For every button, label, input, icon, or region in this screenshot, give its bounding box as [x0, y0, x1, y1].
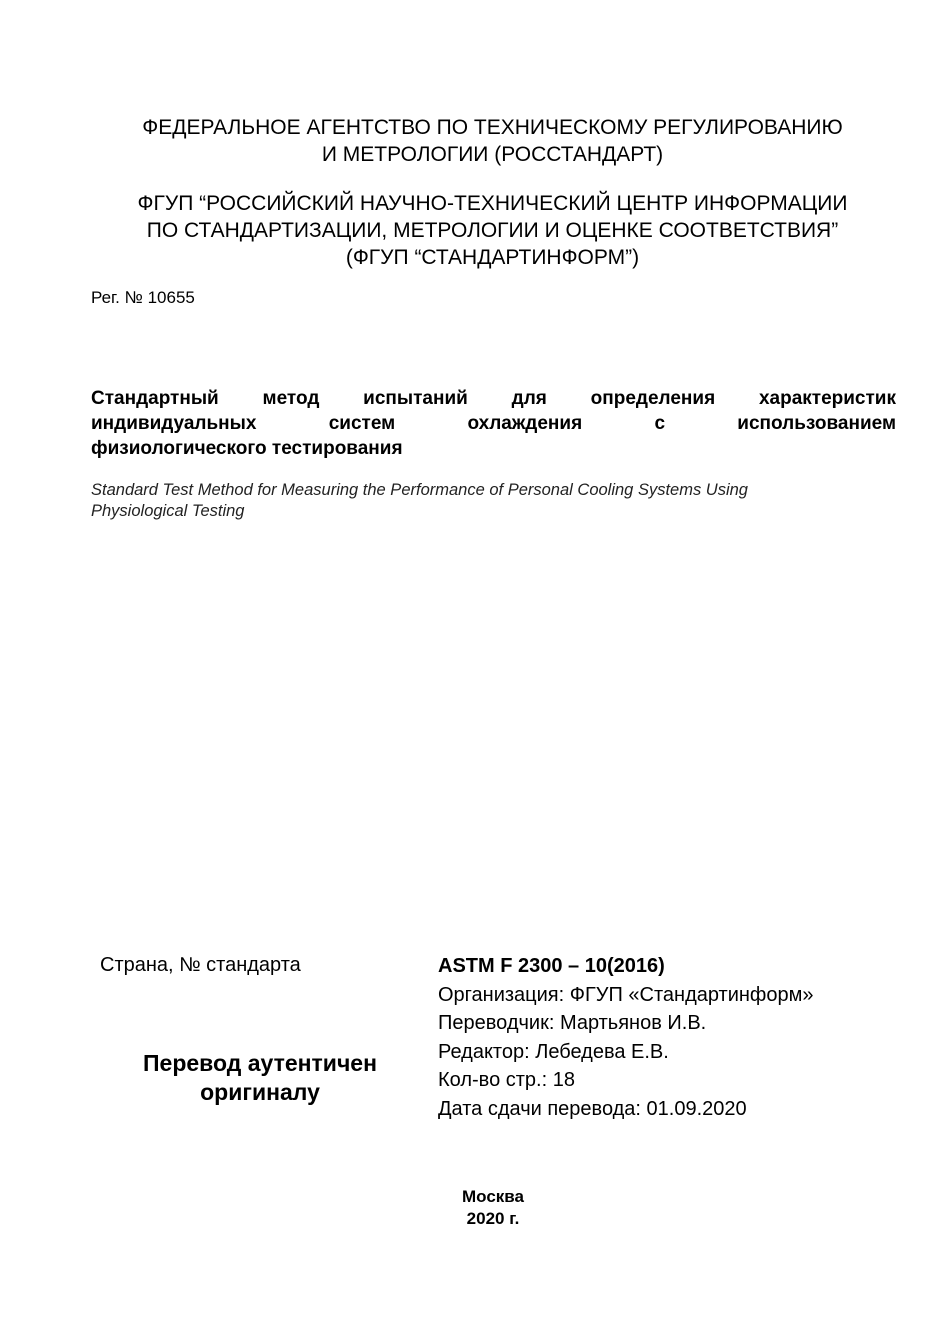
agency-heading: [80, 114, 905, 168]
organization-heading: [80, 190, 905, 271]
organization-line-2: ПО СТАНДАРТИЗАЦИИ, МЕТРОЛОГИИ И ОЦЕНКЕ СООТВЕТСТВИЯ”: [146, 219, 839, 242]
agency-line-1: ФЕДЕРАЛЬНОЕ АГЕНТСТВО ПО ТЕХНИЧЕСКОМУ РЕГУЛИРОВАНИЮ: [142, 116, 843, 139]
title-ru-line-3: физиологического тестирования: [91, 438, 403, 459]
page-count-field: Кол-во стр.: 18: [438, 1069, 575, 1091]
country-standard-label: Страна, № стандарта: [100, 954, 301, 976]
publication-place: [393, 1186, 593, 1230]
organization-field: Организация: ФГУП «Стандартинформ»: [438, 983, 814, 1006]
authentic-line-1: Перевод аутентичен: [143, 1050, 377, 1076]
translation-details: [438, 952, 814, 1123]
standard-number: ASTM F 2300 – 10(2016): [438, 955, 665, 977]
registration-number: Рег. № 10655: [91, 288, 195, 307]
translator-field: Переводчик: Мартьянов И.В.: [438, 1012, 707, 1034]
title-en-line-1: Standard Test Method for Measuring the Performance of Personal Cooling Systems Using: [91, 481, 748, 499]
authentic-line-2: оригиналу: [200, 1079, 320, 1105]
editor-field: Редактор: Лебедева Е.В.: [438, 1040, 669, 1063]
document-title-en: [91, 480, 896, 522]
title-ru-line-1: Стандартный метод испытаний для определения характеристик: [91, 388, 896, 409]
agency-line-2: И МЕТРОЛОГИИ (РОССТАНДАРТ): [321, 143, 664, 166]
publication-year: 2020 г.: [466, 1209, 520, 1228]
organization-line-3: (ФГУП “СТАНДАРТИНФОРМ”): [345, 246, 640, 269]
city-name: Москва: [462, 1187, 524, 1206]
title-ru-line-2: индивидуальных систем охлаждения с использованием: [91, 413, 896, 434]
authenticity-note: [110, 1049, 410, 1107]
document-title-ru: [91, 386, 896, 461]
delivery-date-field: Дата сдачи перевода: 01.09.2020: [438, 1097, 747, 1120]
organization-line-1: ФГУП “РОССИЙСКИЙ НАУЧНО-ТЕХНИЧЕСКИЙ ЦЕНТР ИНФОРМАЦИИ: [137, 192, 848, 215]
title-en-line-2: Physiological Testing: [91, 502, 245, 520]
